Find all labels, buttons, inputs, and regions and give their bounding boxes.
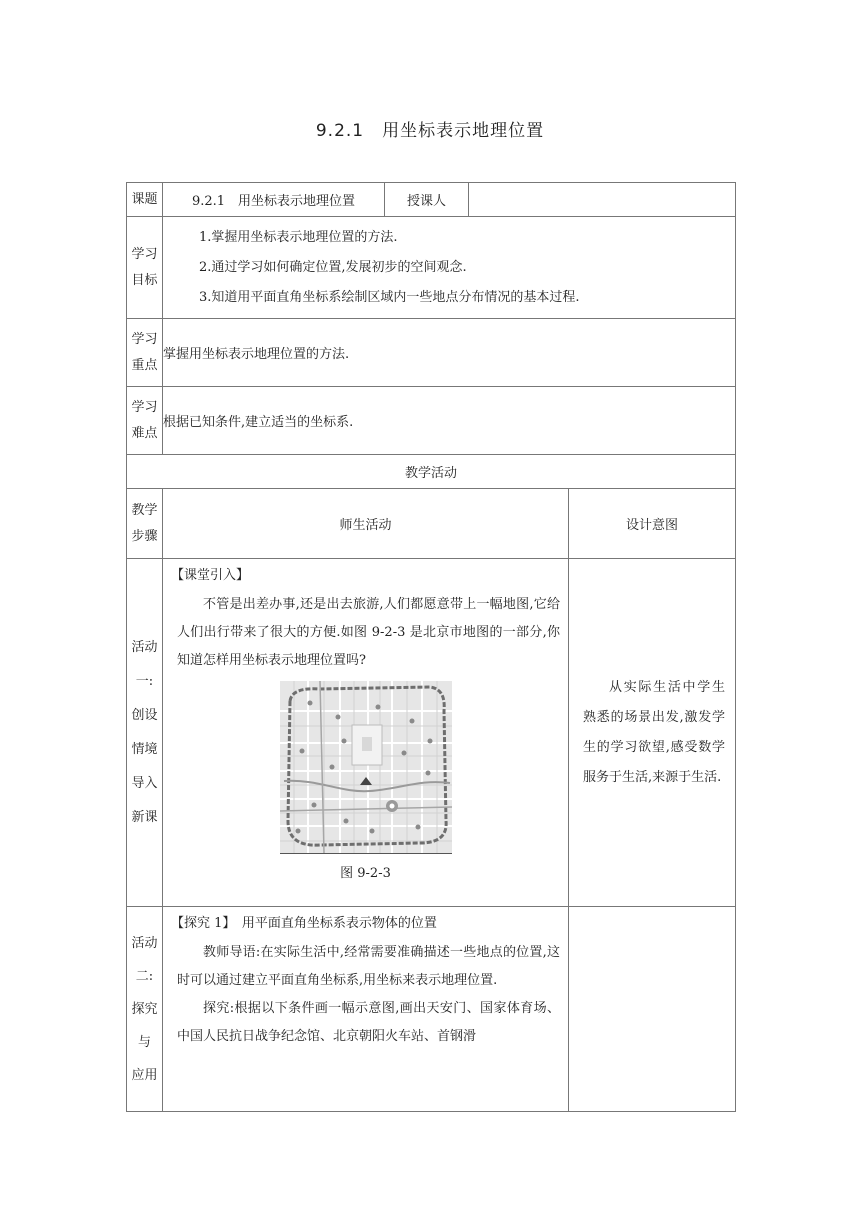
activity1-label-line3: 创设 [131, 707, 158, 723]
activity-column-header: 师生活动 [163, 489, 569, 559]
key-points-row [127, 319, 736, 387]
map-baseline [280, 853, 452, 854]
objectives-content [163, 217, 736, 319]
activity1-heading: 【课堂引入】 [171, 568, 250, 583]
activities-heading: 教学活动 [127, 455, 736, 489]
activity1-label-line4: 情境 [131, 741, 158, 757]
columns-row [127, 489, 736, 559]
teacher-value [469, 183, 736, 217]
key-points-label-line1: 学习 [131, 331, 158, 347]
activity2-label [127, 907, 163, 1112]
step-label-line2: 步骤 [131, 528, 158, 544]
activity1-label-line2: 一: [135, 673, 154, 689]
key-points-label [127, 319, 163, 387]
intent-column-header: 设计意图 [569, 489, 736, 559]
activity2-row [127, 907, 736, 1112]
difficulties-label-line2: 难点 [131, 425, 158, 441]
activity1-label-line6: 新课 [131, 809, 158, 825]
activity1-label-line5: 导入 [131, 775, 158, 791]
activity1-row [127, 559, 736, 907]
lesson-plan-table [126, 182, 736, 1112]
activity2-intent [569, 907, 736, 1112]
activity1-paragraph: 不管是出差办事,还是出去旅游,人们都愿意带上一幅地图,它给人们出行带来了很大的方便.如图 9-2-3 是北京市地图的一部分,你知道怎样用坐标表示地理位置吗? [177, 597, 560, 668]
topic-label: 课题 [127, 183, 163, 217]
activity1-intent [569, 559, 736, 907]
activity2-paragraph-1: 教师导语:在实际生活中,经常需要准确描述一些地点的位置,这时可以通过建立平面直角坐标系,用坐标来表示地理位置. [177, 945, 560, 988]
activity1-intent-text: 从实际生活中学生熟悉的场景出发,激发学生的学习欲望,感受数学服务于生活,来源于生活. [583, 679, 725, 785]
activity2-paragraph-2: 探究:根据以下条件画一幅示意图,画出天安门、国家体育场、中国人民抗日战争纪念馆、北京朝阳火车站、首钢滑 [177, 1001, 560, 1044]
objectives-label-line2: 目标 [131, 272, 158, 288]
activity2-heading: 【探究 1】 用平面直角坐标系表示物体的位置 [171, 916, 437, 931]
page-title: 9.2.1 用坐标表示地理位置 [315, 121, 545, 141]
objectives-label-line1: 学习 [131, 246, 158, 262]
beijing-map-figure [280, 681, 452, 853]
step-label-line1: 教学 [131, 502, 158, 518]
difficulties-label [127, 387, 163, 455]
activity1-label-line1: 活动 [131, 639, 158, 655]
activity2-label-line3: 探究 [131, 1001, 158, 1017]
activity2-content [163, 907, 569, 1112]
difficulties-row [127, 387, 736, 455]
objective-item-1: 1.掌握用坐标表示地理位置的方法. [199, 229, 398, 245]
step-label [127, 489, 163, 559]
topic-value: 9.2.1 用坐标表示地理位置 [163, 183, 385, 217]
objective-item-3: 3.知道用平面直角坐标系绘制区域内一些地点分布情况的基本过程. [199, 289, 580, 305]
objectives-row [127, 217, 736, 319]
activity2-label-line4: 与 [137, 1034, 151, 1050]
activity1-label [127, 559, 163, 907]
objective-item-2: 2.通过学习如何确定位置,发展初步的空间观念. [199, 259, 467, 275]
difficulties-label-line1: 学习 [131, 399, 158, 415]
difficulties-text: 根据已知条件,建立适当的坐标系. [163, 387, 736, 455]
key-points-text: 掌握用坐标表示地理位置的方法. [163, 319, 736, 387]
activity2-label-line2: 二: [135, 968, 154, 984]
activity1-content [163, 559, 569, 907]
teacher-label: 授课人 [385, 183, 469, 217]
activities-heading-row [127, 455, 736, 489]
activity2-label-line5: 应用 [131, 1067, 158, 1083]
topic-row [127, 183, 736, 217]
figure-caption: 图 9-2-3 [340, 866, 391, 881]
activity2-label-line1: 活动 [131, 935, 158, 951]
objectives-label [127, 217, 163, 319]
key-points-label-line2: 重点 [131, 357, 158, 373]
